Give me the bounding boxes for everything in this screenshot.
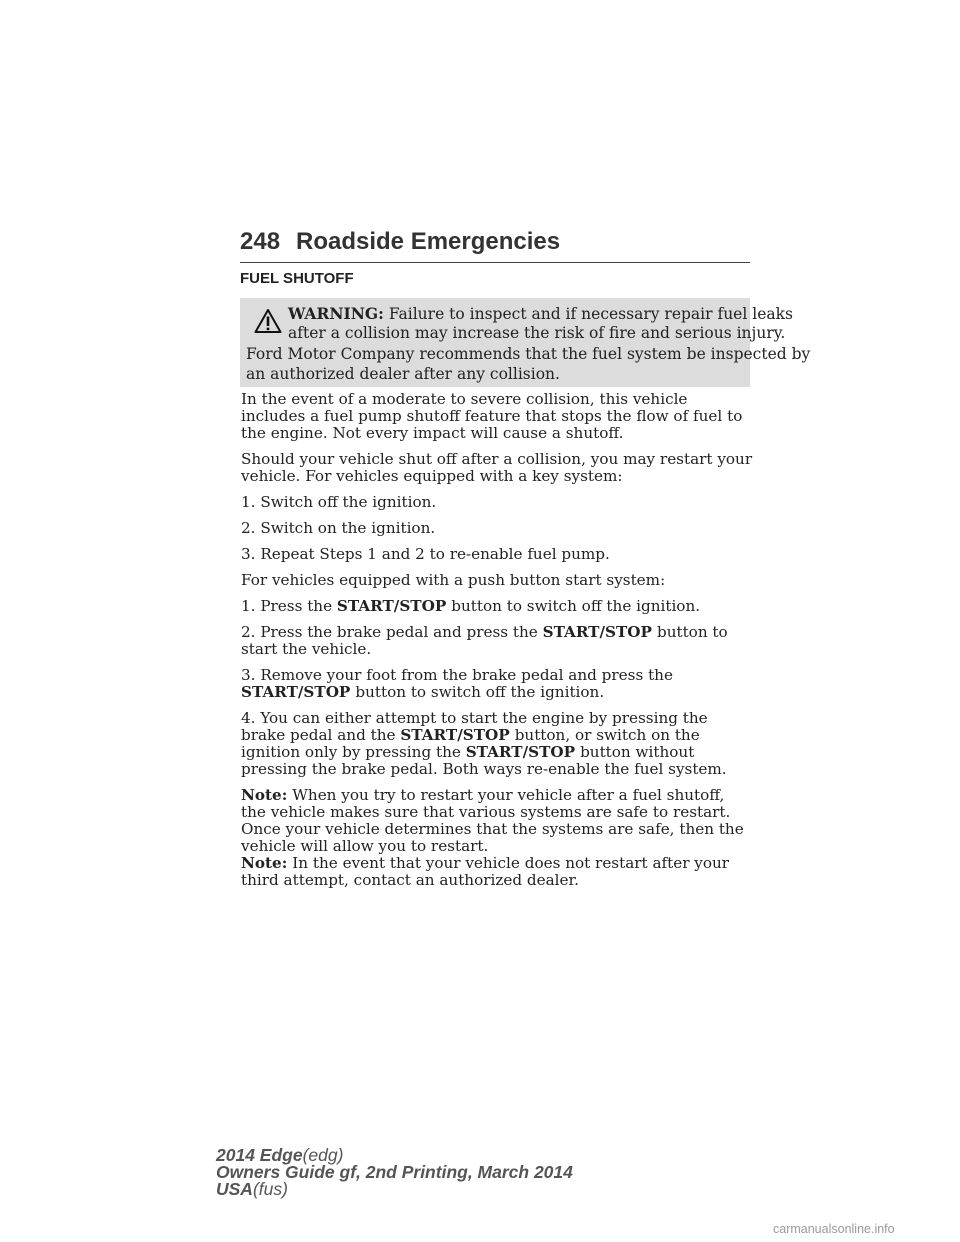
key-step-1: 1. Switch off the ignition. [241, 493, 437, 511]
push-step-2 [241, 624, 753, 658]
push-step-3 [241, 667, 753, 701]
push-step-3-text: 3. Remove your foot from the brake pedal and press the [241, 666, 673, 684]
push-step-1-rest: button to switch off the ignition. [451, 597, 701, 615]
start-stop-label: START/STOP [400, 726, 510, 744]
chapter-title: Roadside Emergencies [296, 228, 561, 255]
start-stop-label: START/STOP [241, 683, 351, 701]
footer-guide: Owners Guide gf, 2nd Printing, March 2014 [216, 1162, 573, 1182]
push-step-3-rest: button to switch off the ignition. [355, 683, 605, 701]
push-step-4-text: 4. You can either attempt to start the engine by pressing the brake pedal and the [241, 709, 708, 744]
key-step-2: 2. Switch on the ignition. [241, 519, 436, 537]
note-2 [241, 855, 753, 889]
paragraph-restart: Should your vehicle shut off after a collision, you may restart your vehicle. For vehicles equipped with a key system: [241, 450, 753, 485]
key-step-3: 3. Repeat Steps 1 and 2 to re-enable fuel pump. [241, 545, 610, 563]
warning-box [240, 298, 811, 387]
section-heading: FUEL SHUTOFF [240, 270, 354, 287]
start-stop-label: START/STOP [336, 597, 447, 615]
page-number: 248 [240, 228, 281, 255]
paragraph-push-button: For vehicles equipped with a push button start system: [241, 571, 666, 589]
push-step-4-rest: button without pressing the brake pedal. Both ways re-enable the fuel system. [241, 743, 727, 778]
push-step-1-text: 1. Press the [241, 597, 333, 615]
body-text [241, 391, 753, 898]
watermark: carmanualsonline.info [773, 1222, 895, 1236]
page-header [240, 228, 750, 263]
note-label: Note: [241, 786, 288, 804]
warning-label: WARNING: [288, 304, 384, 323]
footer-market-code: (fus) [252, 1179, 288, 1199]
warning-line-3: Ford Motor Company recommends that the fuel system be inspected by [246, 345, 811, 363]
start-stop-label: START/STOP [542, 623, 652, 641]
push-step-2-text: 2. Press the brake pedal and press the [241, 623, 538, 641]
footer-model-code: (edg) [302, 1145, 344, 1165]
warning-triangle-icon [254, 308, 282, 334]
push-step-1 [241, 598, 753, 615]
push-step-2-rest: button to start the vehicle. [241, 623, 728, 658]
push-step-4 [241, 710, 753, 778]
warning-text-1: Failure to inspect and if necessary repair fuel leaks [388, 305, 793, 323]
note-1-text: When you try to restart your vehicle after a fuel shutoff, the vehicle makes sure that various systems are safe to restart. Once your vehicle determines that the systems are safe, then the vehicle will allow you to restart. [241, 786, 744, 855]
footer [216, 1147, 573, 1198]
note-label: Note: [241, 854, 288, 872]
footer-market-line [216, 1181, 573, 1198]
paragraph-collision: In the event of a moderate to severe collision, this vehicle includes a fuel pump shutoff feature that stops the flow of fuel to the engine. Not every impact will cause a shutoff. [241, 390, 743, 442]
footer-market: USA [216, 1179, 253, 1199]
note-2-text: In the event that your vehicle does not restart after your third attempt, contact an authorized dealer. [241, 854, 730, 889]
warning-line-2: after a collision may increase the risk of fire and serious injury. [288, 324, 786, 342]
start-stop-label: START/STOP [465, 743, 576, 761]
warning-line-1 [288, 304, 793, 324]
note-1 [241, 787, 753, 855]
push-step-4-middle: button, or switch on the ignition only by pressing the [241, 726, 700, 761]
warning-line-4: an authorized dealer after any collision. [246, 365, 560, 383]
footer-model: 2014 Edge [216, 1145, 303, 1165]
